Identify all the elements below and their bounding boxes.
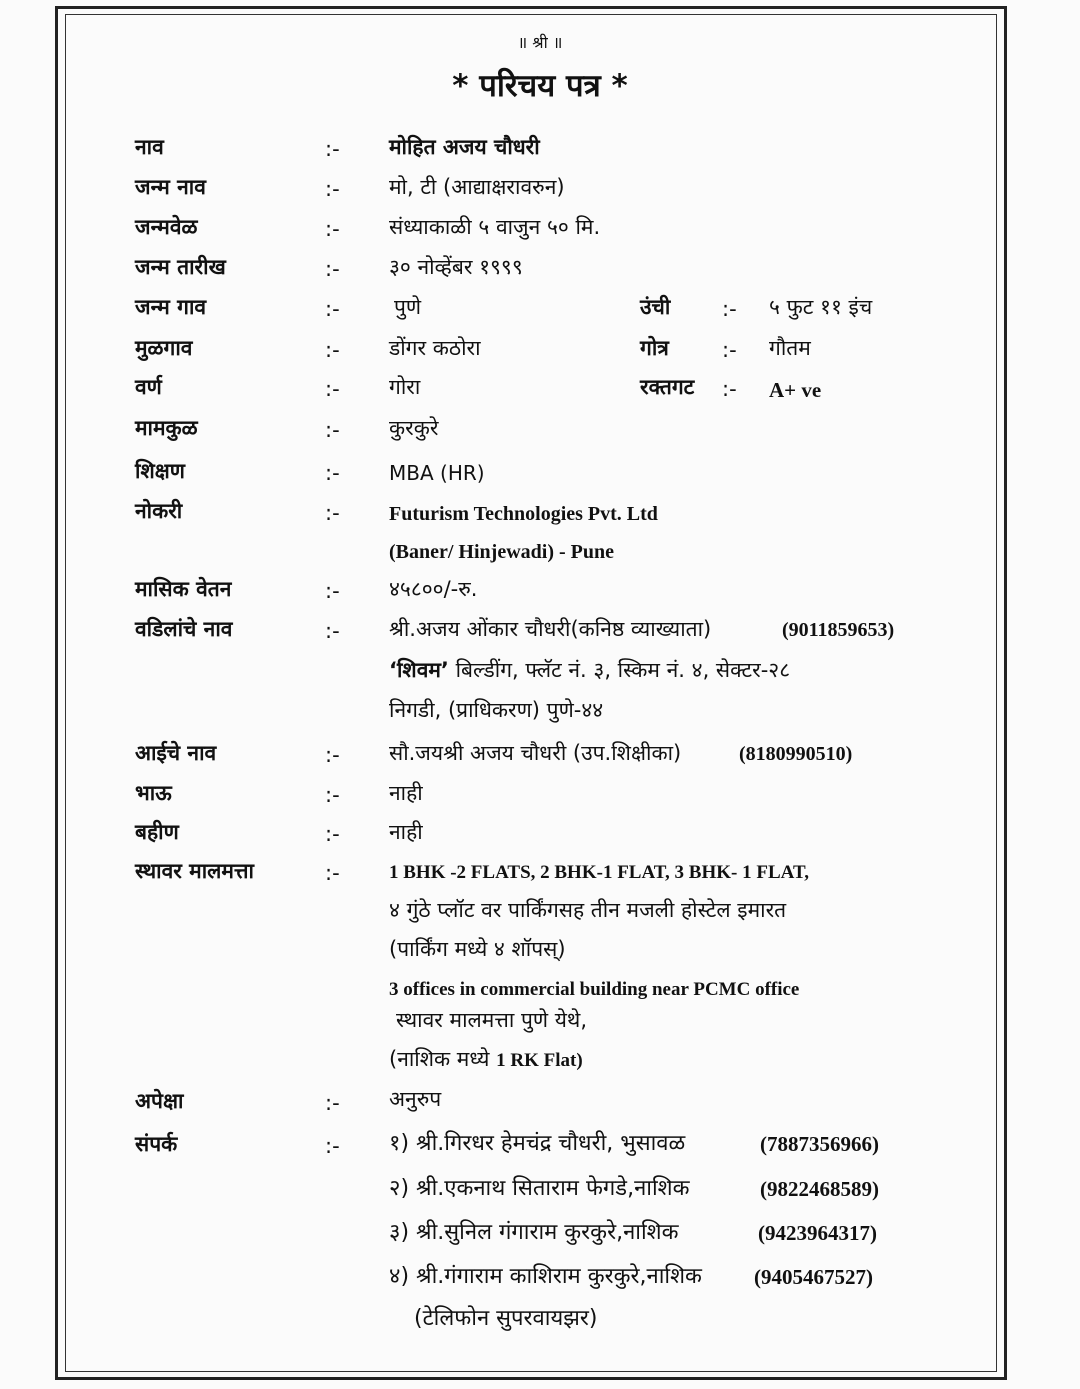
value-job-line2: (Baner/ Hinjewadi) - Pune: [389, 541, 614, 563]
value-birth-name: मो, टी (आद्याक्षरावरुन): [389, 175, 565, 199]
label-name: नाव: [135, 135, 164, 159]
value-height: ५ फुट ११ इंच: [769, 295, 873, 319]
label-salary: मासिक वेतन: [135, 577, 232, 601]
separator: :-: [325, 783, 340, 807]
separator: :-: [325, 579, 340, 603]
separator: :-: [325, 822, 340, 846]
value-birth-date: ३० नोव्हेंबर १९९९: [389, 255, 523, 279]
value-brother: नाही: [389, 781, 423, 805]
separator: :-: [325, 217, 340, 241]
label-birth-name: जन्म नाव: [135, 175, 206, 199]
contact-entry-phone: (9423964317): [758, 1221, 877, 1245]
contact-entry-phone: (9822468589): [760, 1177, 879, 1201]
label-birth-date: जन्म तारीख: [135, 255, 226, 279]
contact-note: (टेलिफोन सुपरवायझर): [414, 1306, 598, 1331]
label-gotra: गोत्र: [640, 336, 669, 360]
contact-entry-phone: (7887356966): [760, 1132, 879, 1156]
label-native-place: मुळगाव: [135, 336, 193, 360]
page-title: * परिचय पत्र *: [452, 68, 628, 104]
value-property-line4: 3 offices in commercial building near PCMC office: [389, 979, 800, 1000]
contact-entry-phone: (9405467527): [754, 1265, 873, 1289]
contact-entry-text: ३) श्री.सुनिल गंगाराम कुरकुरे,नाशिक: [389, 1220, 679, 1245]
label-sister: बहीण: [135, 820, 179, 844]
separator: :-: [325, 418, 340, 442]
separator: :-: [722, 297, 737, 321]
value-father-address-line2: निगडी, (प्राधिकरण) पुणे-४४: [389, 698, 604, 722]
label-height: उंची: [640, 295, 671, 319]
property-line6-en: 1 RK Flat): [496, 1050, 583, 1071]
invocation-text: ॥ श्री ॥: [517, 33, 563, 52]
label-property: स्थावर मालमत्ता: [135, 859, 254, 883]
value-property-line3: (पार्किंग मध्ये ४ शॉपस्): [389, 937, 566, 961]
separator: :-: [325, 338, 340, 362]
label-complexion: वर्ण: [135, 375, 162, 399]
separator: :-: [325, 297, 340, 321]
label-expectation: अपेक्षा: [135, 1089, 184, 1113]
separator: :-: [325, 861, 340, 885]
value-father-address-line1: [389, 660, 790, 681]
label-birth-place: जन्म गाव: [135, 295, 207, 319]
label-job: नोकरी: [135, 499, 183, 523]
value-maternal-family: कुरकुरे: [389, 416, 439, 440]
separator: :-: [325, 501, 340, 525]
value-property-line6: [389, 1049, 583, 1070]
value-job-line1: Futurism Technologies Pvt. Ltd: [389, 503, 658, 525]
label-birth-time: जन्मवेळ: [135, 215, 198, 239]
value-complexion: गोरा: [389, 375, 421, 399]
label-contact: संपर्क: [135, 1132, 178, 1156]
label-blood-group: रक्तगट: [640, 375, 695, 399]
value-expectation: अनुरुप: [389, 1087, 442, 1111]
value-native-place: डोंगर कठोरा: [389, 336, 481, 360]
separator: :-: [325, 377, 340, 401]
value-mother-phone: (8180990510): [739, 743, 853, 765]
value-education: MBA (HR): [389, 461, 485, 485]
label-maternal-family: मामकुळ: [135, 416, 198, 440]
value-gotra: गौतम: [769, 336, 811, 360]
separator: :-: [325, 177, 340, 201]
separator: :-: [325, 461, 340, 485]
value-sister: नाही: [389, 820, 423, 844]
separator: :-: [325, 619, 340, 643]
separator: :-: [325, 137, 340, 161]
address-line1-text: बिल्डींग, फ्लॅट नं. ३, स्किम नं. ४, सेक्टर-२८: [455, 658, 791, 682]
separator: :-: [325, 1091, 340, 1115]
value-salary: ४५८००/-रु.: [389, 577, 478, 601]
property-line6-prefix: (नाशिक मध्ये: [389, 1047, 490, 1071]
label-education: शिक्षण: [135, 459, 185, 483]
value-name: मोहित अजय चौधरी: [389, 135, 540, 159]
contact-entry-text: २) श्री.एकनाथ सिताराम फेगडे,नाशिक: [389, 1176, 690, 1201]
separator: :-: [325, 743, 340, 767]
value-property-line2: ४ गुंठे प्लॉट वर पार्किंगसह तीन मजली होस्टेल इमारत: [389, 898, 787, 922]
contact-entry-text: ४) श्री.गंगाराम काशिराम कुरकुरे,नाशिक: [389, 1264, 702, 1289]
value-birth-place: पुणे: [394, 295, 422, 319]
separator: :-: [325, 257, 340, 281]
value-birth-time: संध्याकाळी ५ वाजुन ५० मि.: [389, 215, 601, 239]
separator: :-: [722, 338, 737, 362]
label-father: वडिलांचे नाव: [135, 617, 233, 641]
value-property-line5: स्थावर मालमत्ता पुणे येथे,: [396, 1008, 588, 1032]
address-building-name: ‘शिवम’: [389, 658, 449, 682]
label-brother: भाऊ: [135, 781, 172, 805]
separator: :-: [722, 377, 737, 401]
contact-entry-text: १) श्री.गिरधर हेमचंद्र चौधरी, भुसावळ: [389, 1131, 686, 1156]
value-blood-group: A+ ve: [769, 378, 822, 402]
value-father: श्री.अजय ओंकार चौधरी(कनिष्ठ व्याख्याता): [389, 617, 712, 641]
value-property-line1: 1 BHK -2 FLATS, 2 BHK-1 FLAT, 3 BHK- 1 FLAT,: [389, 862, 809, 883]
value-mother: सौ.जयश्री अजय चौधरी (उप.शिक्षीका): [389, 741, 682, 765]
label-mother: आईचे नाव: [135, 741, 217, 765]
separator: :-: [325, 1134, 340, 1158]
value-father-phone: (9011859653): [782, 619, 895, 641]
